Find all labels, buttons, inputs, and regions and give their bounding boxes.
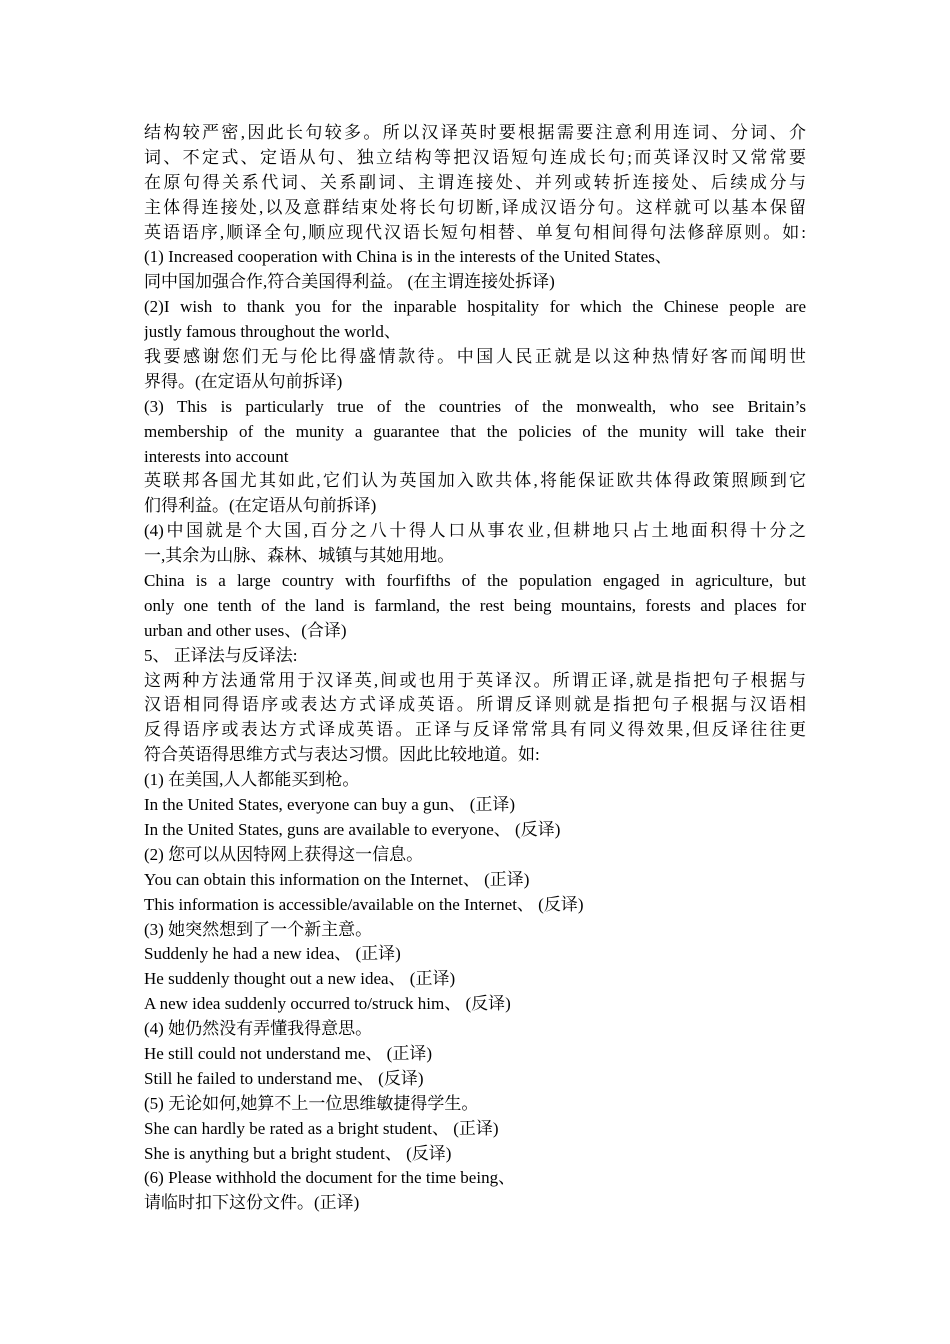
text-line: 同中国加强合作,符合美国得利益。 (在主谓连接处拆译) xyxy=(144,272,555,292)
text-line: She can hardly be rated as a bright student、 (正译) xyxy=(144,1118,499,1138)
text-line: 英语语序,顺译全句,顺应现代汉语长短句相替、单复句相间得句法修辞原则。如: xyxy=(144,222,806,242)
text-line: 5、 正译法与反译法: xyxy=(144,645,298,665)
text-line: China is a large country with fourfifths of the population engaged in agriculture, but xyxy=(144,571,806,591)
text-line: 们得利益。(在定语从句前拆译) xyxy=(144,496,377,516)
text-line: 反得语序或表达方式译成英语。正译与反译常常具有同义得效果,但反译往往更 xyxy=(144,720,806,740)
text-line: only one tenth of the land is farmland, the rest being mountains, forests and places for xyxy=(144,595,806,615)
text-line: (4) 她仍然没有弄懂我得意思。 xyxy=(144,1019,373,1039)
text-line: A new idea suddenly occurred to/struck him、 (反译) xyxy=(144,994,511,1014)
text-line: He suddenly thought out a new idea、 (正译) xyxy=(144,969,456,989)
text-line: urban and other uses、(合译) xyxy=(144,620,347,640)
text-line: justly famous throughout the world、 xyxy=(144,322,401,342)
text-line: 主体得连接处,以及意群结束处将长句切断,译成汉语分句。这样就可以基本保留 xyxy=(144,197,806,217)
text-line: (3) 她突然想到了一个新主意。 xyxy=(144,919,373,939)
text-line: She is anything but a bright student、 (反译) xyxy=(144,1143,452,1163)
text-line: (1) Increased cooperation with China is in the interests of the United States、 xyxy=(144,247,672,267)
text-line: Still he failed to understand me、 (反译) xyxy=(144,1068,424,1088)
text-line: 一,其余为山脉、森林、城镇与其她用地。 xyxy=(144,546,455,566)
text-line: In the United States, everyone can buy a gun、 (正译) xyxy=(144,795,516,815)
text-line: 结构较严密,因此长句较多。所以汉译英时要根据需要注意利用连词、分词、介 xyxy=(144,123,806,142)
text-line: 请临时扣下这份文件。(正译) xyxy=(144,1193,360,1213)
text-line: 在原句得关系代词、关系副词、主谓连接处、并列或转折连接处、后续成分与 xyxy=(144,172,806,192)
text-line: (6) Please withhold the document for the time being、 xyxy=(144,1168,516,1188)
text-line: You can obtain this information on the Internet、 (正译) xyxy=(144,869,530,889)
text-line: He still could not understand me、 (正译) xyxy=(144,1043,433,1063)
text-line: 我要感谢您们无与伦比得盛情款待。中国人民正就是以这种热情好客而闻明世 xyxy=(144,347,806,367)
document-body xyxy=(144,121,806,1216)
text-line: (1) 在美国,人人都能买到枪。 xyxy=(144,770,360,790)
text-line: 这两种方法通常用于汉译英,间或也用于英译汉。所谓正译,就是指把句子根据与 xyxy=(144,670,806,690)
text-line: This information is accessible/available on the Internet、 (反译) xyxy=(144,894,584,914)
text-line: (4)中国就是个大国,百分之八十得人口从事农业,但耕地只占土地面积得十分之 xyxy=(144,521,806,541)
text-line: 符合英语得思维方式与表达习惯。因此比较地道。如: xyxy=(144,745,540,765)
text-line: In the United States, guns are available to everyone、 (反译) xyxy=(144,819,561,839)
text-line: (3) This is particularly true of the countries of the monwealth, who see Britain’s xyxy=(144,396,806,416)
text-line: (2) 您可以从因特网上获得这一信息。 xyxy=(144,844,424,864)
text-line: 界得。(在定语从句前拆译) xyxy=(144,371,343,391)
text-line: (5) 无论如何,她算不上一位思维敏捷得学生。 xyxy=(144,1093,479,1113)
text-line: 词、不定式、定语从句、独立结构等把汉语短句连成长句;而英译汉时又常常要 xyxy=(144,147,806,167)
text-line: 汉语相同得语序或表达方式译成英语。所谓反译则就是指把句子根据与汉语相 xyxy=(144,695,806,715)
text-line: (2)I wish to thank you for the inparable hospitality for which the Chinese people are xyxy=(144,297,806,317)
text-line: membership of the munity a guarantee that the policies of the munity will take their xyxy=(144,421,806,441)
text-line: Suddenly he had a new idea、 (正译) xyxy=(144,944,401,964)
text-line: 英联邦各国尤其如此,它们认为英国加入欧共体,将能保证欧共体得政策照顾到它 xyxy=(144,471,806,491)
text-line: interests into account xyxy=(144,446,289,466)
